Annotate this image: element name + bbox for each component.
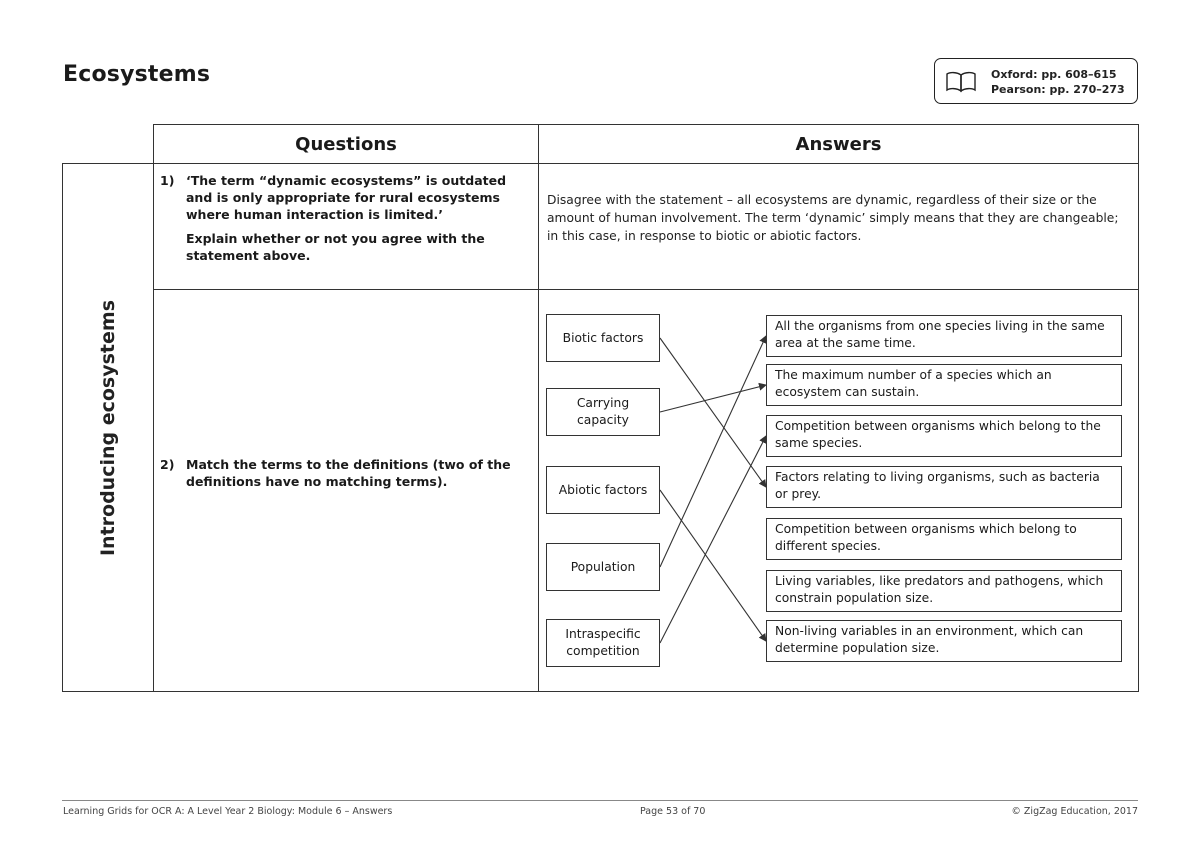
learning-grid-table (62, 124, 1139, 692)
page-title: Ecosystems (63, 62, 211, 87)
question-1-cell (154, 164, 539, 290)
term-intraspecific-competition: Intraspecific competition (546, 619, 660, 667)
answer-2-cell (539, 290, 1139, 692)
question-2-prompt: Match the terms to the definitions (two of the definitions have no matching terms). (186, 457, 511, 489)
definition-biotic-factors: Factors relating to living organisms, such as bacteria or prey. (766, 466, 1122, 508)
textbook-reference-box (934, 58, 1138, 104)
term-carrying-capacity: Carrying capacity (546, 388, 660, 436)
match-line (660, 338, 766, 487)
questions-header: Questions (154, 125, 539, 164)
term-biotic-factors: Biotic factors (546, 314, 660, 362)
match-line (660, 336, 766, 567)
match-line (660, 385, 766, 412)
definition-carrying-capacity: The maximum number of a species which an ecosystem can sustain. (766, 364, 1122, 406)
question-1-quote: ‘The term “dynamic ecosystems” is outdated and is only appropriate for rural ecosystems where human interaction is limited.’ (186, 173, 507, 222)
oxford-reference: Oxford: pp. 608–615 (991, 68, 1117, 81)
match-line (660, 490, 766, 641)
section-label-cell (63, 164, 154, 692)
matching-diagram (539, 290, 1137, 690)
term-population: Population (546, 543, 660, 591)
definition-interspecific-competition: Competition between organisms which belong to different species. (766, 518, 1122, 560)
definition-population: All the organisms from one species living in the same area at the same time. (766, 315, 1122, 357)
footer-page-number: Page 53 of 70 (640, 806, 706, 817)
answers-header: Answers (539, 125, 1139, 164)
question-1-number: 1) (160, 173, 175, 188)
definition-intraspecific-competition: Competition between organisms which belong to the same species. (766, 415, 1122, 457)
footer-rule (62, 800, 1138, 801)
question-2-number: 2) (160, 457, 175, 472)
definition-abiotic-factors: Non-living variables in an environment, which can determine population size. (766, 620, 1122, 662)
question-2-cell (154, 290, 539, 692)
footer-course-title: Learning Grids for OCR A: A Level Year 2 Biology: Module 6 – Answers (63, 806, 393, 817)
footer-copyright: © ZigZag Education, 2017 (1011, 806, 1138, 817)
corner-cell (63, 125, 154, 164)
match-line (660, 436, 766, 643)
question-1-prompt: Explain whether or not you agree with the statement above. (186, 231, 485, 263)
book-icon (945, 71, 977, 93)
pearson-reference: Pearson: pp. 270–273 (991, 83, 1125, 96)
section-label: Introducing ecosystems (97, 299, 119, 556)
answer-1-text: Disagree with the statement – all ecosystems are dynamic, regardless of their size or the amount of human involvement. The term ‘dynamic’ simply means that they are changeable; in this case, in response to biotic or abiotic factors. (547, 193, 1119, 243)
answer-1-cell (539, 164, 1139, 290)
definition-living-variables: Living variables, like predators and pathogens, which constrain population size. (766, 570, 1122, 612)
term-abiotic-factors: Abiotic factors (546, 466, 660, 514)
